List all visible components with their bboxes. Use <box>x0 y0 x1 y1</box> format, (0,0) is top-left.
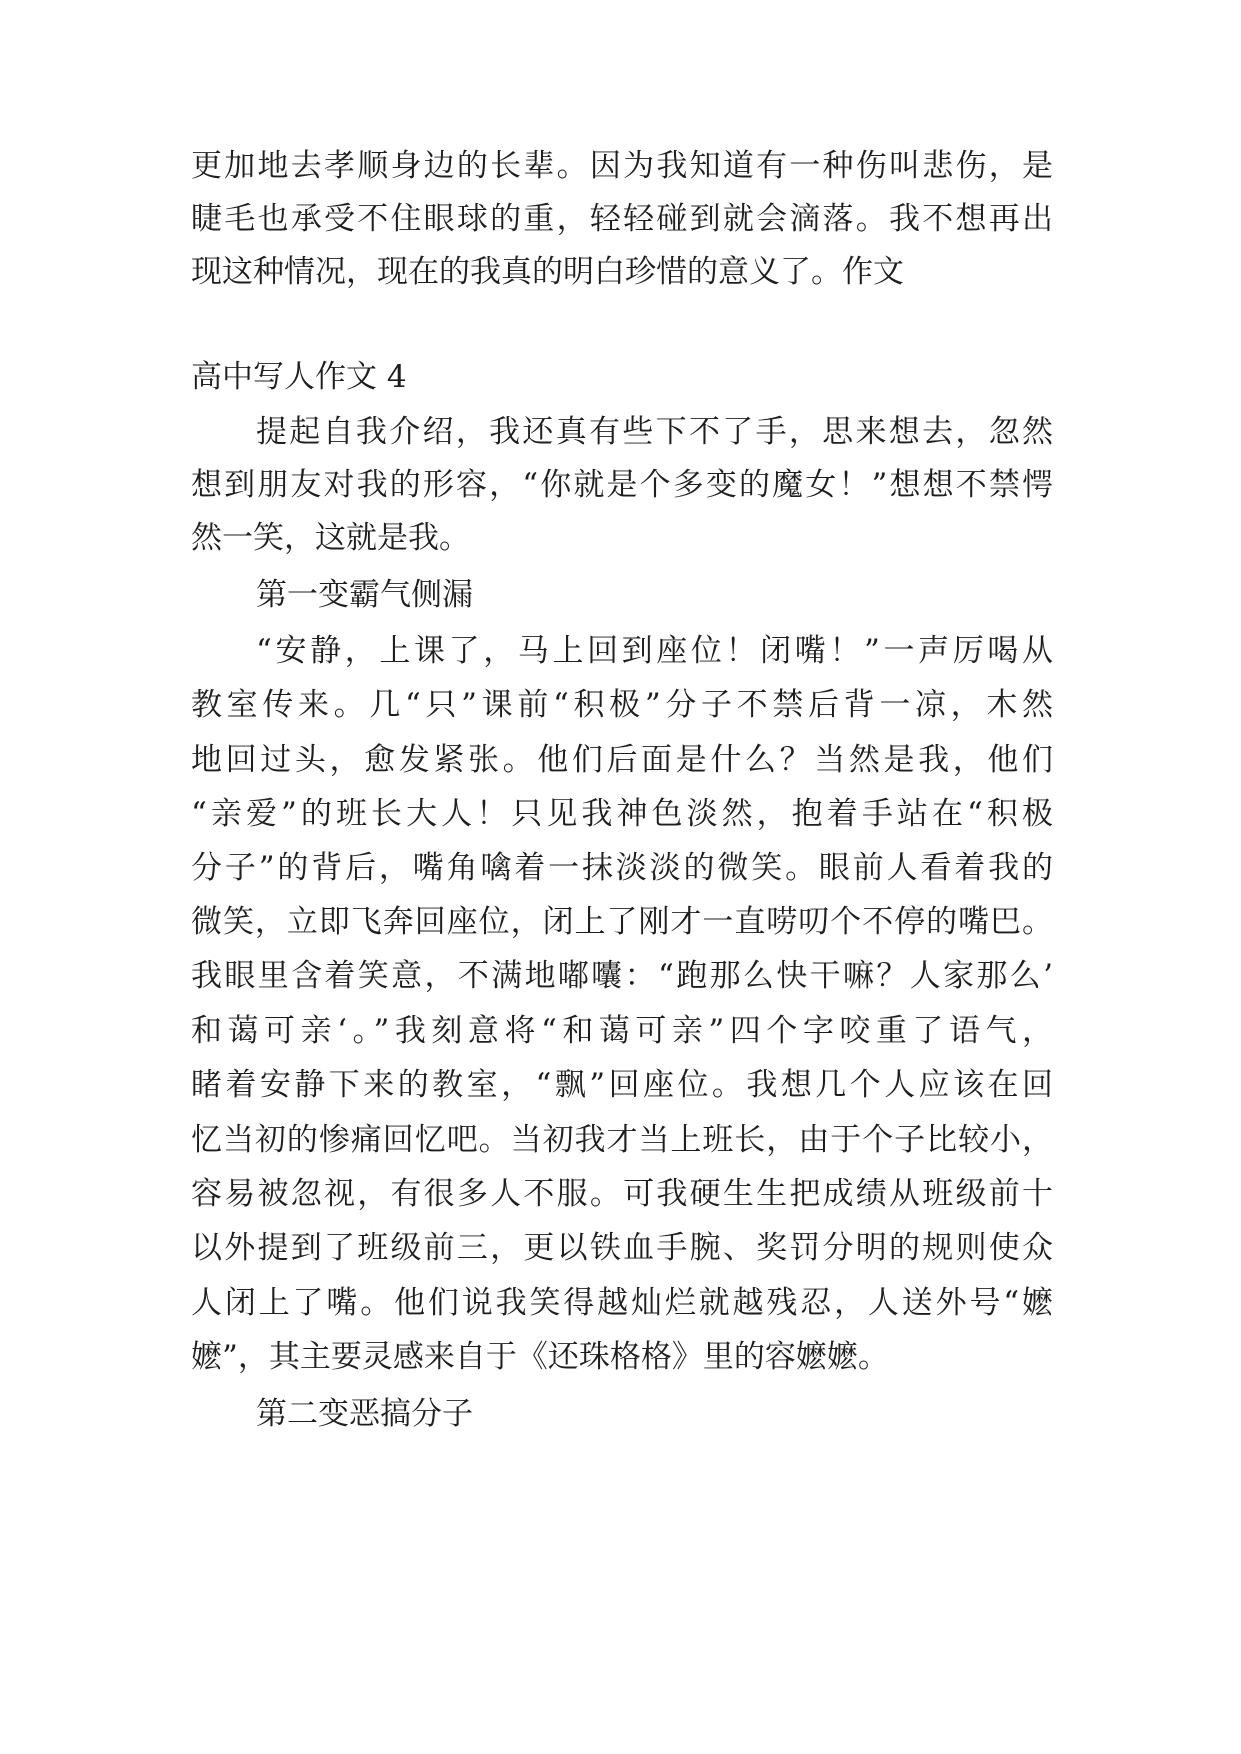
text-line-13: 分子”的背后，嘴角噙着一抹淡淡的微笑。眼前人看着我的 <box>191 850 1053 886</box>
text-line-19: 容易被忽视，有很多人不服。可我硬生生把成绩从班级前十 <box>191 1176 1053 1212</box>
text-line-11: 地回过头，愈发紧张。他们后面是什么？当然是我，他们 <box>191 742 1053 778</box>
text-line-9: “安静，上课了，马上回到座位！闭嘴！”一声厉喝从 <box>256 633 1053 669</box>
subheading-2: 第二变恶搞分子 <box>256 1396 473 1432</box>
text-line-21: 人闭上了嘴。他们说我笑得越灿烂就越残忍，人送外号“嬷 <box>191 1285 1053 1321</box>
section-heading: 高中写人作文 4 <box>191 359 407 395</box>
text-line-6: 想到朋友对我的形容，“你就是个多变的魔女！”想想不禁愕 <box>191 467 1053 503</box>
text-line-12: “亲爱”的班长大人！只见我神色淡然，抱着手站在“积极 <box>191 796 1053 832</box>
text-line-14: 微笑，立即飞奔回座位，闭上了刚才一直唠叨个不停的嘴巴。 <box>191 904 1053 940</box>
text-line-1: 更加地去孝顺身边的长辈。因为我知道有一种伤叫悲伤，是 <box>191 148 1053 184</box>
text-line-16: 和蔼可亲‘。”我刻意将“和蔼可亲”四个字咬重了语气， <box>191 1013 1053 1049</box>
subheading-1: 第一变霸气侧漏 <box>256 577 473 613</box>
text-line-10: 教室传来。几“只”课前“积极”分子不禁后背一凉，木然 <box>191 687 1053 723</box>
text-line-18: 忆当初的惨痛回忆吧。当初我才当上班长，由于个子比较小， <box>191 1122 1053 1158</box>
text-line-22: 嬷”，其主要灵感来自于《还珠格格》里的容嬷嬷。 <box>191 1339 889 1375</box>
text-line-20: 以外提到了班级前三，更以铁血手腕、奖罚分明的规则使众 <box>191 1230 1053 1266</box>
text-line-7: 然一笑，这就是我。 <box>191 520 470 556</box>
text-line-17: 睹着安静下来的教室，“飘”回座位。我想几个人应该在回 <box>191 1067 1053 1103</box>
text-line-3: 现这种情况，现在的我真的明白珍惜的意义了。作文 <box>191 254 904 290</box>
text-line-2: 睫毛也承受不住眼球的重，轻轻碰到就会滴落。我不想再出 <box>191 201 1053 237</box>
text-line-15: 我眼里含着笑意，不满地嘟囔：“跑那么快干嘛？人家那么’ <box>191 958 1053 994</box>
text-line-5: 提起自我介绍，我还真有些下不了手，思来想去，忽然 <box>256 414 1053 450</box>
